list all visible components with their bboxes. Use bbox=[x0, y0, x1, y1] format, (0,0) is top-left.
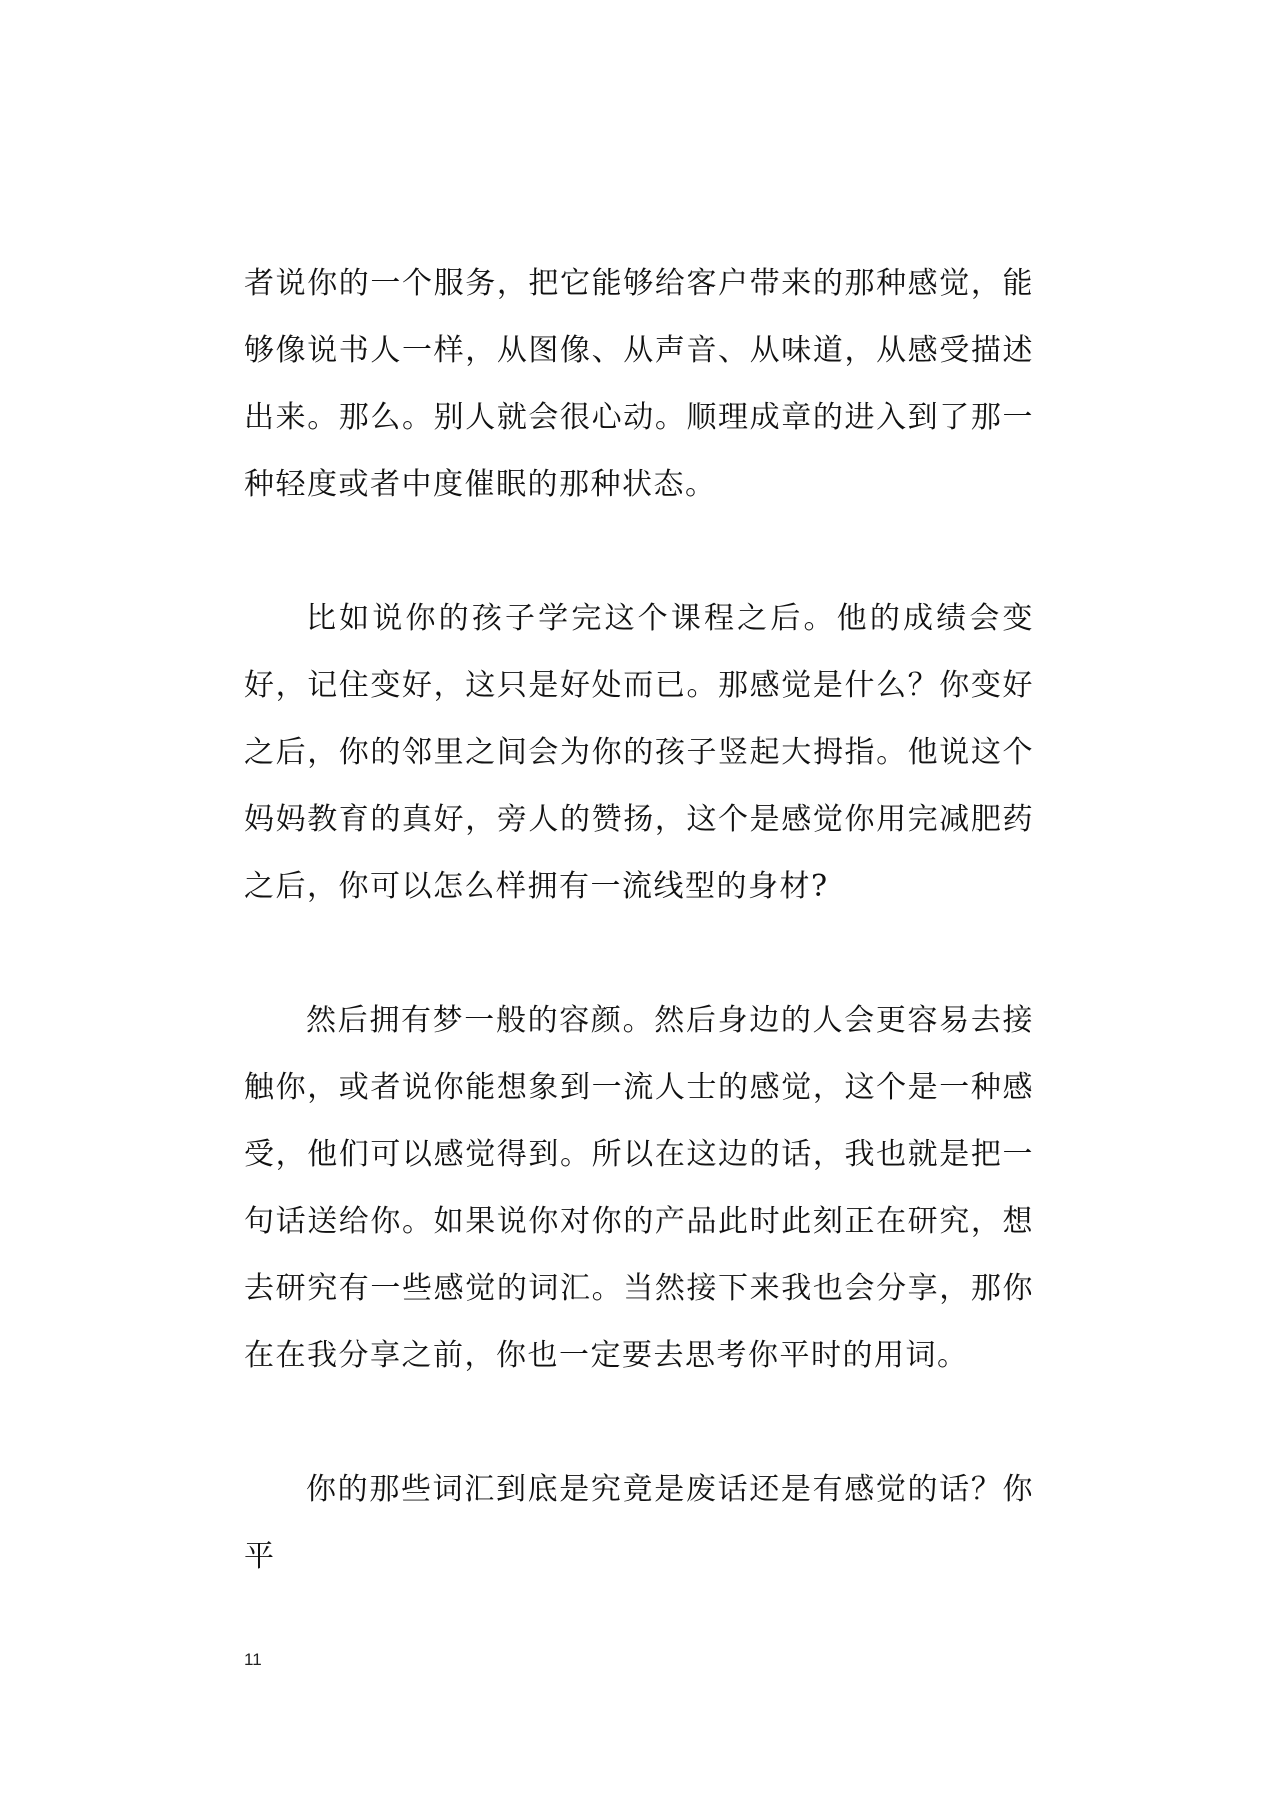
paragraph-1: 者说你的一个服务，把它能够给客户带来的那种感觉，能够像说书人一样，从图像、从声音、从味道，从感受描述出来。那么。别人就会很心动。顺理成章的进入到了那一种轻度或者中度催眠的那种状态。 bbox=[244, 266, 1034, 502]
paragraph-3: 然后拥有梦一般的容颜。然后身边的人会更容易去接触你，或者说你能想象到一流人士的感觉，这个是一种感受，他们可以感觉得到。所以在这边的话，我也就是把一句话送给你。如果说你对你的产品此时此刻正在研究，想去研究有一些感觉的词汇。当然接下来我也会分享，那你在在我分享之前，你也一定要去思考你平时的用词。 bbox=[244, 1003, 1034, 1373]
paragraph-2: 比如说你的孩子学完这个课程之后。他的成绩会变好，记住变好，这只是好处而已。那感觉是什么？你变好之后，你的邻里之间会为你的孩子竖起大拇指。他说这个妈妈教育的真好，旁人的赞扬，这个是感觉你用完减肥药之后，你可以怎么样拥有一流线型的身材? bbox=[244, 601, 1034, 904]
body-text bbox=[244, 250, 1034, 1590]
page-number: 11 bbox=[244, 1650, 262, 1669]
paragraph-4: 你的那些词汇到底是究竟是废话还是有感觉的话？你平 bbox=[244, 1472, 1034, 1574]
